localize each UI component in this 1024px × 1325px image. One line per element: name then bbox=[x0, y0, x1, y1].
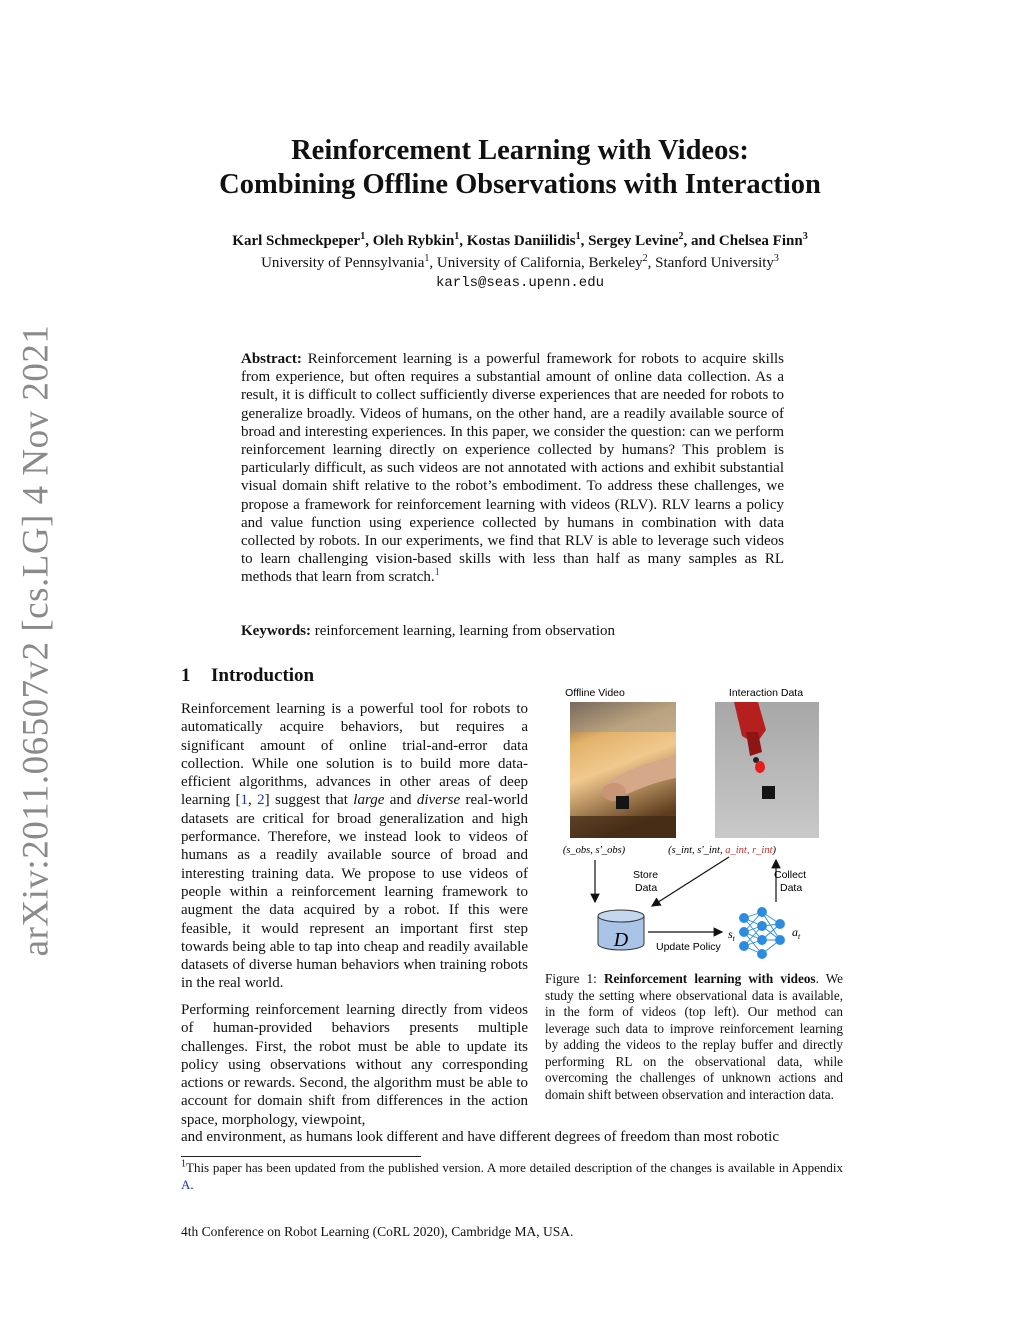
author-email[interactable]: karls@seas.upenn.edu bbox=[435, 275, 605, 291]
affiliation-mark: 1 bbox=[424, 253, 430, 264]
interaction-data-label: Interaction Data bbox=[728, 687, 804, 699]
intro-paragraph-2 bbox=[181, 1001, 528, 1129]
replay-buffer-icon bbox=[598, 910, 644, 951]
interaction-tuple-states: (s_int, s'_int, bbox=[668, 845, 726, 856]
affiliation: University of California, Berkeley bbox=[436, 255, 643, 271]
affiliation-list bbox=[140, 255, 900, 272]
emphasis-diverse: diverse bbox=[416, 792, 461, 809]
author-affiliation-mark: 2 bbox=[678, 231, 684, 242]
author: Chelsea Finn bbox=[718, 233, 803, 249]
author: Oleh Rybkin bbox=[372, 233, 455, 249]
store-data-label-line-1: Store bbox=[633, 869, 659, 881]
section-number: 1 bbox=[181, 665, 191, 686]
offline-video-frame bbox=[570, 702, 676, 838]
figure-1-diagram bbox=[544, 680, 844, 965]
section-heading-introduction bbox=[181, 665, 314, 687]
figure-1 bbox=[544, 680, 844, 965]
author-affiliation-mark: 1 bbox=[360, 231, 366, 242]
collect-data-label-line-1: Collect bbox=[774, 869, 807, 881]
affiliation-mark: 2 bbox=[642, 253, 648, 264]
action-subscript: t bbox=[798, 932, 801, 941]
abstract-label: Abstract: bbox=[241, 351, 302, 367]
author: Karl Schmeckpeper bbox=[232, 233, 361, 249]
intro-text: Reinforcement learning is a powerful tool for robots to automatically acquire behaviors, but requires a significant amount of online trial-and-error data collection. While one solution is to build more data-efficient algorithms, advances in other areas of deep learning [ bbox=[181, 701, 528, 809]
abstract bbox=[241, 350, 784, 587]
affiliation: Stanford University bbox=[655, 255, 774, 271]
emphasis-large: large bbox=[353, 792, 385, 809]
citation-separator: , bbox=[248, 792, 258, 809]
citation-link[interactable]: 1 bbox=[240, 792, 249, 809]
author-separator: , bbox=[459, 233, 467, 249]
caption-title: Reinforcement learning with videos bbox=[603, 971, 816, 986]
state-subscript: t bbox=[732, 934, 735, 943]
interaction-tuple-close: ) bbox=[772, 845, 776, 856]
abstract-text: Reinforcement learning is a powerful framework for robots to acquire skills from experience, but often requires a substantial amount of online data collection. As a result, it is difficult to collect sufficiently diverse experiences that are needed for robots to generalize broadly. Videos of humans, on the other hand, are a readily available source of broad and interesting experiences. In this paper, we consider the question: can we perform reinforcement learning directly on experience collected by humans? This problem is particularly difficult, as such videos are not annotated with actions and exhibit substantial visual domain shift relative to the robot’s embodiment. To address these challenges, we propose a framework for reinforcement learning with videos (RLV). RLV learns a policy and value function using experience collected by humans in combination with data collected by robots. In our experiments, we find that RLV is able to leverage such videos to learn challenging vision-based skills with less than half as many samples as RL methods that learn from scratch. bbox=[241, 351, 785, 586]
update-policy-label: Update Policy bbox=[656, 941, 721, 953]
author-affiliation-mark: 1 bbox=[575, 231, 581, 242]
author-affiliation-mark: 3 bbox=[802, 231, 808, 242]
store-data-label-line-2: Data bbox=[635, 882, 658, 894]
conference-footer: 4th Conference on Robot Learning (CoRL 2020), Cambridge MA, USA. bbox=[181, 1224, 574, 1239]
action-symbol: a bbox=[792, 925, 798, 939]
intro-text: real-world datasets are critical for broad generalization and high performance. Therefore, we instead look to videos of humans as a readily available source of broad and interesting training data. We propose to use videos of people within a reinforcement learning framework to augment the data acquired by a robot. If this were feasible, it would represent an important first step towards being able to tap into cheap and readily available datasets of diverse human behaviors when training robots in the real world. bbox=[181, 792, 529, 992]
caption-label: Figure 1: bbox=[545, 971, 597, 986]
author-separator: , bbox=[580, 233, 589, 249]
state-symbol: s bbox=[728, 927, 733, 941]
observation-tuple: (s_obs, s'_obs) bbox=[562, 845, 626, 856]
intro-paragraph-1 bbox=[181, 700, 528, 993]
footnote-rule bbox=[181, 1156, 421, 1157]
keywords bbox=[241, 623, 784, 640]
keywords-label: Keywords: bbox=[241, 623, 311, 639]
arxiv-stamp-text: arXiv:2011.06507v2 [cs.LG] 4 Nov 2021 bbox=[15, 324, 57, 956]
replay-buffer-symbol: D bbox=[613, 929, 629, 951]
keywords-text: reinforcement learning, learning from observation bbox=[314, 623, 616, 639]
abstract-footnote-mark[interactable]: 1 bbox=[434, 567, 440, 579]
offline-video-label: Offline Video bbox=[565, 687, 625, 699]
interaction-tuple bbox=[668, 845, 776, 856]
intro-text: and bbox=[384, 792, 417, 809]
figure-1-caption bbox=[545, 971, 843, 1103]
affiliation-separator: , bbox=[429, 255, 437, 271]
interaction-tuple-action-reward: a_int, r_int bbox=[725, 845, 773, 856]
author-separator: , and bbox=[683, 233, 719, 249]
citation-link[interactable]: 2 bbox=[257, 792, 265, 809]
footnote bbox=[181, 1160, 843, 1193]
intro-paragraph-2-last-line: and environment, as humans look different and have different degrees of freedom than most robotic bbox=[181, 1129, 780, 1145]
footnote-mark: 1 bbox=[181, 1158, 186, 1170]
title-line-2: Combining Offline Observations with Interaction bbox=[219, 169, 821, 200]
affiliation: University of Pennsylvania bbox=[261, 255, 425, 271]
section-title: Introduction bbox=[211, 665, 315, 686]
affiliation-mark: 3 bbox=[773, 253, 779, 264]
author: Sergey Levine bbox=[588, 233, 679, 249]
footnote-text: This paper has been updated from the published version. A more detailed description of the changes is available in Appendix bbox=[186, 1160, 843, 1175]
affiliation-separator: , bbox=[647, 255, 656, 271]
intro-text: Performing reinforcement learning directly from videos of human-provided behaviors presents multiple challenges. First, the robot must be able to update its policy using observations without any corresponding actions or rewards. Second, the algorithm must be able to account for domain shift from differences in the action space, morphology, viewpoint, bbox=[181, 1002, 528, 1128]
author-affiliation-mark: 1 bbox=[454, 231, 460, 242]
policy-network-icon bbox=[740, 908, 785, 959]
paper-title bbox=[140, 134, 900, 202]
state-label bbox=[728, 927, 736, 943]
interaction-frame bbox=[715, 702, 819, 838]
action-label bbox=[792, 925, 801, 941]
collect-data-label-line-2: Data bbox=[780, 882, 803, 894]
caption-text: . We study the setting where observational data is available, in the form of videos (top left). Our method can leverage such data to improve reinforcement learning by adding the videos to the replay buffer and directly performing RL on the observational data, while overcoming the challenges of unknown actions and domain shift between observation and interaction data. bbox=[545, 971, 843, 1102]
arxiv-stamp bbox=[8, 324, 64, 956]
author-separator: , bbox=[365, 233, 373, 249]
title-line-1: Reinforcement Learning with Videos: bbox=[291, 135, 749, 166]
author-list bbox=[140, 233, 900, 250]
intro-text: ] suggest that bbox=[264, 792, 354, 809]
footnote-end: . bbox=[190, 1176, 194, 1192]
appendix-link[interactable]: A bbox=[181, 1176, 191, 1192]
author: Kostas Daniilidis bbox=[466, 233, 576, 249]
interaction-to-buffer-arrow bbox=[652, 857, 729, 906]
